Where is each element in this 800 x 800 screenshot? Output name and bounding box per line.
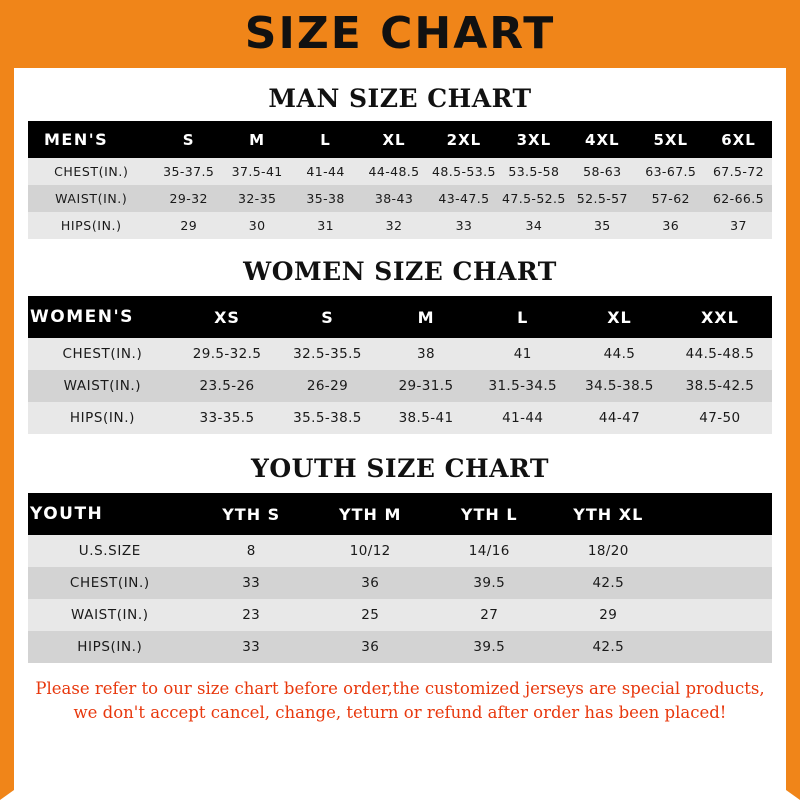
women-section-title: WOMEN SIZE CHART (243, 257, 557, 286)
table-header-cell: XL (607, 307, 632, 327)
table-cell: 32 (385, 218, 403, 233)
table-header-row (28, 121, 772, 158)
table-cell: 57-62 (651, 191, 690, 206)
table-cell: 27 (480, 607, 499, 623)
table-header-cell (668, 493, 772, 535)
table-cell: 53.5-58 (508, 164, 560, 179)
row-label: CHEST(IN.) (54, 164, 129, 179)
table-cell: 47-50 (699, 410, 741, 426)
row-label: U.S.SIZE (78, 543, 141, 559)
table-cell: 33 (242, 639, 261, 655)
table-header-cell: M (417, 307, 435, 327)
table-cell: 10/12 (349, 543, 391, 559)
table-cell (668, 567, 772, 599)
table-cell: 23.5-26 (199, 378, 255, 394)
table-cell: 41-44 (502, 410, 544, 426)
men-section-title: MAN SIZE CHART (268, 84, 532, 113)
table-cell: 29.5-32.5 (192, 346, 262, 362)
disclaimer-line-1: Please refer to our size chart before order,the customized jerseys are special products, (35, 679, 765, 698)
table-cell: 35.5-38.5 (293, 410, 362, 426)
table-header-cell: S (321, 307, 334, 327)
table-cell: 41 (513, 346, 532, 362)
page-title: SIZE CHART (244, 8, 556, 59)
table-cell: 58-63 (583, 164, 622, 179)
table-cell: 33-35.5 (199, 410, 255, 426)
row-label: HIPS(IN.) (60, 218, 122, 233)
table-cell: 44-48.5 (368, 164, 420, 179)
table-header-cell: 2XL (446, 130, 482, 149)
youth-section-title: YOUTH SIZE CHART (251, 454, 549, 483)
table-row (28, 567, 772, 599)
table-cell: 31 (317, 218, 334, 233)
table-header-row (28, 493, 772, 535)
table-cell: 47.5-52.5 (501, 191, 566, 206)
table-row (28, 370, 772, 402)
table-cell: 37 (730, 218, 747, 233)
table-cell (668, 631, 772, 663)
table-cell: 44.5 (603, 346, 636, 362)
content (14, 68, 786, 790)
table-cell: 38-43 (374, 191, 414, 206)
table-row (28, 338, 772, 370)
disclaimer-line-2: we don't accept cancel, change, teturn or refund after order has been placed! (73, 702, 727, 722)
row-label: WAIST(IN.) (55, 191, 128, 206)
table-cell: 18/20 (587, 543, 629, 559)
table-cell: 30 (248, 218, 266, 233)
table-cell: 52.5-57 (576, 191, 628, 206)
table-cell: 14/16 (468, 543, 510, 559)
table-cell: 8 (246, 543, 256, 559)
table-header-cell: XS (214, 307, 240, 327)
table-cell: 34 (525, 218, 543, 233)
table-header-cell: 3XL (516, 130, 552, 149)
table-cell (668, 599, 772, 631)
table-cell: 42.5 (592, 575, 625, 591)
table-cell: 38.5-42.5 (685, 378, 755, 394)
women-size-table (28, 296, 772, 434)
table-header-cell: YTH M (339, 504, 402, 524)
row-label: HIPS(IN.) (69, 410, 135, 426)
table-cell: 31.5-34.5 (488, 378, 558, 394)
table-cell: 29-32 (169, 191, 208, 206)
table-cell: 44.5-48.5 (685, 346, 755, 362)
table-header-cell: YTH L (460, 504, 518, 524)
table-cell: 25 (361, 607, 380, 623)
table-cell: 32-35 (237, 191, 277, 206)
men-size-table (28, 121, 772, 239)
table-header-cell: S (182, 130, 195, 149)
table-cell: 43-47.5 (438, 191, 490, 206)
table-header-cell: YOUTH (30, 504, 104, 524)
row-label: WAIST(IN.) (71, 607, 149, 623)
table-cell: 62-66.5 (712, 191, 765, 206)
table-cell: 35-37.5 (163, 164, 215, 179)
table-header-cell: L (517, 307, 529, 327)
table-cell: 36 (662, 218, 680, 233)
table-header-cell: 4XL (585, 130, 620, 149)
table-header-cell: WOMEN'S (30, 307, 134, 327)
table-cell: 48.5-53.5 (432, 164, 496, 179)
table-header-cell: XL (382, 130, 406, 149)
table-cell: 35 (593, 218, 611, 233)
table-cell: 33 (242, 575, 261, 591)
table-row (28, 599, 772, 631)
row-label: CHEST(IN.) (62, 346, 143, 362)
table-cell: 32.5-35.5 (293, 346, 362, 362)
table-header-cell: MEN'S (44, 130, 109, 149)
table-cell: 36 (361, 575, 380, 591)
banner (14, 0, 786, 68)
table-header-cell: M (249, 130, 266, 149)
table-header-cell: YTH S (222, 504, 281, 524)
row-label: CHEST(IN.) (69, 575, 150, 591)
table-row (28, 158, 772, 185)
table-cell: 26-29 (306, 378, 349, 394)
table-header-row (28, 296, 772, 338)
table-cell: 39.5 (473, 575, 506, 591)
table-cell (668, 535, 772, 567)
row-label: WAIST(IN.) (63, 378, 142, 394)
table-cell: 41-44 (306, 164, 345, 179)
table-header-cell: XXL (700, 307, 739, 327)
table-header-cell: 5XL (653, 130, 689, 149)
table-cell: 23 (242, 607, 261, 623)
table-cell: 63-67.5 (645, 164, 697, 179)
row-label: HIPS(IN.) (77, 639, 143, 655)
table-header-cell: L (320, 130, 331, 149)
table-header-cell: 6XL (721, 130, 756, 149)
table-cell: 35-38 (306, 191, 345, 206)
disclaimer-note (28, 677, 772, 725)
table-cell: 37.5-41 (231, 164, 283, 179)
table-row (28, 212, 772, 239)
table-cell: 33 (455, 218, 473, 233)
youth-size-table (28, 493, 772, 663)
table-cell: 36 (361, 639, 380, 655)
table-row (28, 185, 772, 212)
table-row (28, 535, 772, 567)
table-cell: 42.5 (592, 639, 625, 655)
table-cell: 38 (417, 346, 436, 362)
table-cell: 38.5-41 (398, 410, 454, 426)
table-row (28, 631, 772, 663)
table-row (28, 402, 772, 434)
table-cell: 29 (180, 218, 198, 233)
table-cell: 29 (599, 607, 618, 623)
table-cell: 39.5 (473, 639, 506, 655)
table-cell: 29-31.5 (398, 378, 454, 394)
table-cell: 34.5-38.5 (585, 378, 654, 394)
table-cell: 44-47 (598, 410, 641, 426)
table-header-cell: YTH XL (573, 504, 644, 524)
table-cell: 67.5-72 (712, 164, 765, 179)
